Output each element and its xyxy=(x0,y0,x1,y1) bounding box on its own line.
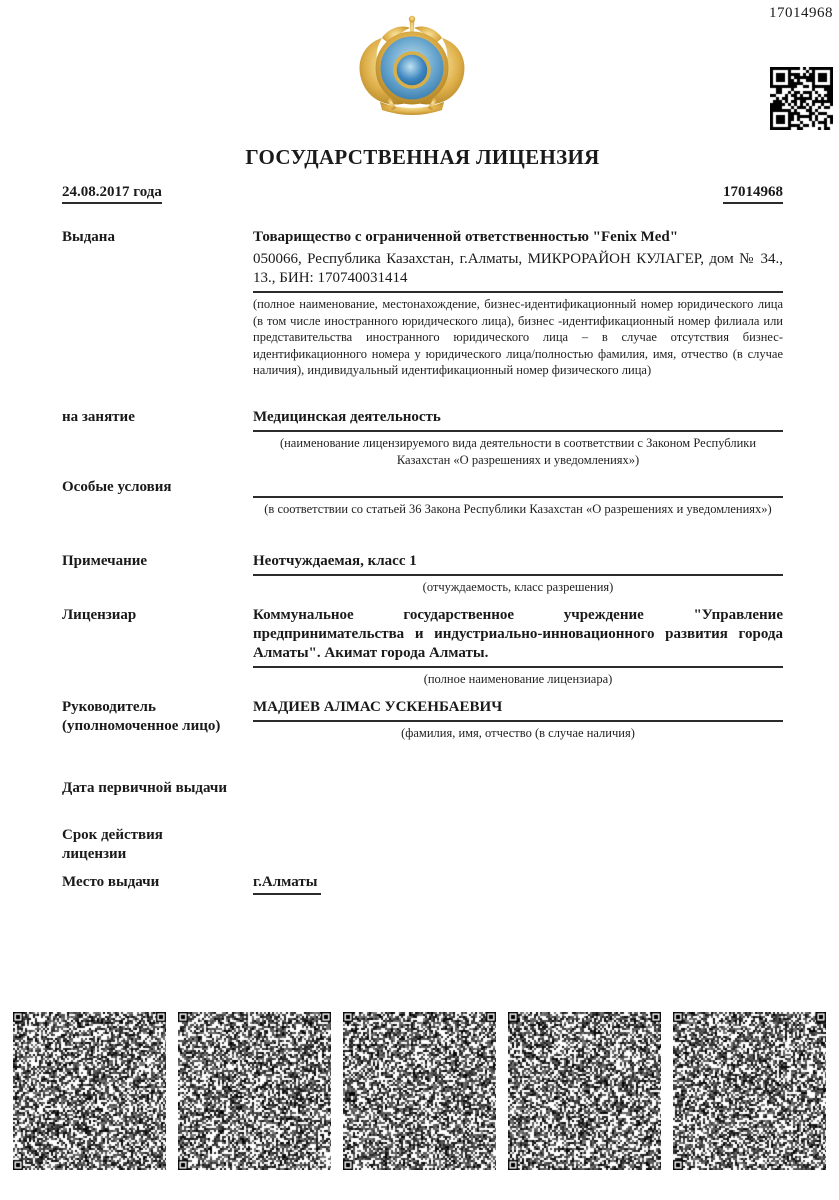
special-conditions-value xyxy=(253,478,783,498)
field-remark xyxy=(62,552,783,596)
licensee-address: 050066, Республика Казахстан, г.Алматы, МИКРОРАЙОН КУЛАГЕР, дом № 34., 13., БИН: 170740031414 xyxy=(253,250,783,293)
field-label: Лицензиар xyxy=(62,607,137,623)
kazakhstan-emblem-icon xyxy=(352,12,472,120)
field-issued-to xyxy=(62,228,783,379)
qr-code xyxy=(770,67,833,130)
barcode-block xyxy=(343,1012,496,1170)
barcode-block xyxy=(178,1012,331,1170)
field-label: на занятие xyxy=(62,409,135,425)
field-licensor xyxy=(62,606,783,688)
field-note: (фамилия, имя, отчество (в случае наличия) xyxy=(401,726,635,740)
field-label: Особые условия xyxy=(62,479,172,495)
corner-document-number: 17014968 xyxy=(769,5,833,21)
field-note: (полное наименование, местонахождение, бизнес-идентификационный номер юридического лица (в том числе иностранного юридического лица), бизнес -идентификационный номер филиала или представительства иностранного юридического лица – в случае отсутствия бизнес-идентификационного номера у юридического лица/полностью фамилия, имя, отчество (в случае наличия), индивидуальный идентификационный номер физического лица) xyxy=(253,297,783,377)
barcode-block xyxy=(13,1012,166,1170)
field-note: (в соответствии со статьей 36 Закона Республики Казахстан «О разрешениях и уведомлениях») xyxy=(264,502,772,516)
activity-value: Медицинская деятельность xyxy=(253,408,783,432)
field-validity xyxy=(62,826,783,864)
licensor-value: Коммунальное государственное учреждение "Управление предпринимательства и индустриально-инновационного развития города Алматы". Акимат города Алматы. xyxy=(253,606,783,668)
issue-place-value: г.Алматы xyxy=(253,873,321,895)
field-label: Место выдачи xyxy=(62,874,160,890)
field-label: Примечание xyxy=(62,553,148,569)
licensee-name: Товарищество с ограниченной ответственностью "Fenix Med" xyxy=(253,229,679,245)
field-special-conditions xyxy=(62,478,783,518)
field-first-issue-date xyxy=(62,779,783,798)
barcode-strip xyxy=(13,1012,826,1170)
field-label: Выдана xyxy=(62,229,115,245)
license-number: 17014968 xyxy=(723,184,783,204)
field-activity xyxy=(62,408,783,468)
head-name: МАДИЕВ АЛМАС УСКЕНБАЕВИЧ xyxy=(253,698,783,722)
date-and-number-row xyxy=(62,184,783,204)
field-head xyxy=(62,698,783,742)
issue-date: 24.08.2017 года xyxy=(62,184,162,204)
document-title: ГОСУДАРСТВЕННАЯ ЛИЦЕНЗИЯ xyxy=(245,145,600,169)
field-note: (отчуждаемость, класс разрешения) xyxy=(422,580,614,594)
remark-value: Неотчуждаемая, класс 1 xyxy=(253,552,783,576)
field-label: Дата первичной выдачи xyxy=(62,780,228,796)
field-label: Руководитель (уполномоченное лицо) xyxy=(62,699,221,734)
barcode-block xyxy=(508,1012,661,1170)
barcode-block xyxy=(673,1012,826,1170)
field-issue-place xyxy=(62,873,783,895)
field-label: Срок действия лицензии xyxy=(62,827,163,862)
field-note: (наименование лицензируемого вида деятельности в соответствии с Законом Республики Казахстан «О разрешениях и уведомлениях») xyxy=(279,436,757,467)
field-note: (полное наименование лицензиара) xyxy=(423,672,613,686)
